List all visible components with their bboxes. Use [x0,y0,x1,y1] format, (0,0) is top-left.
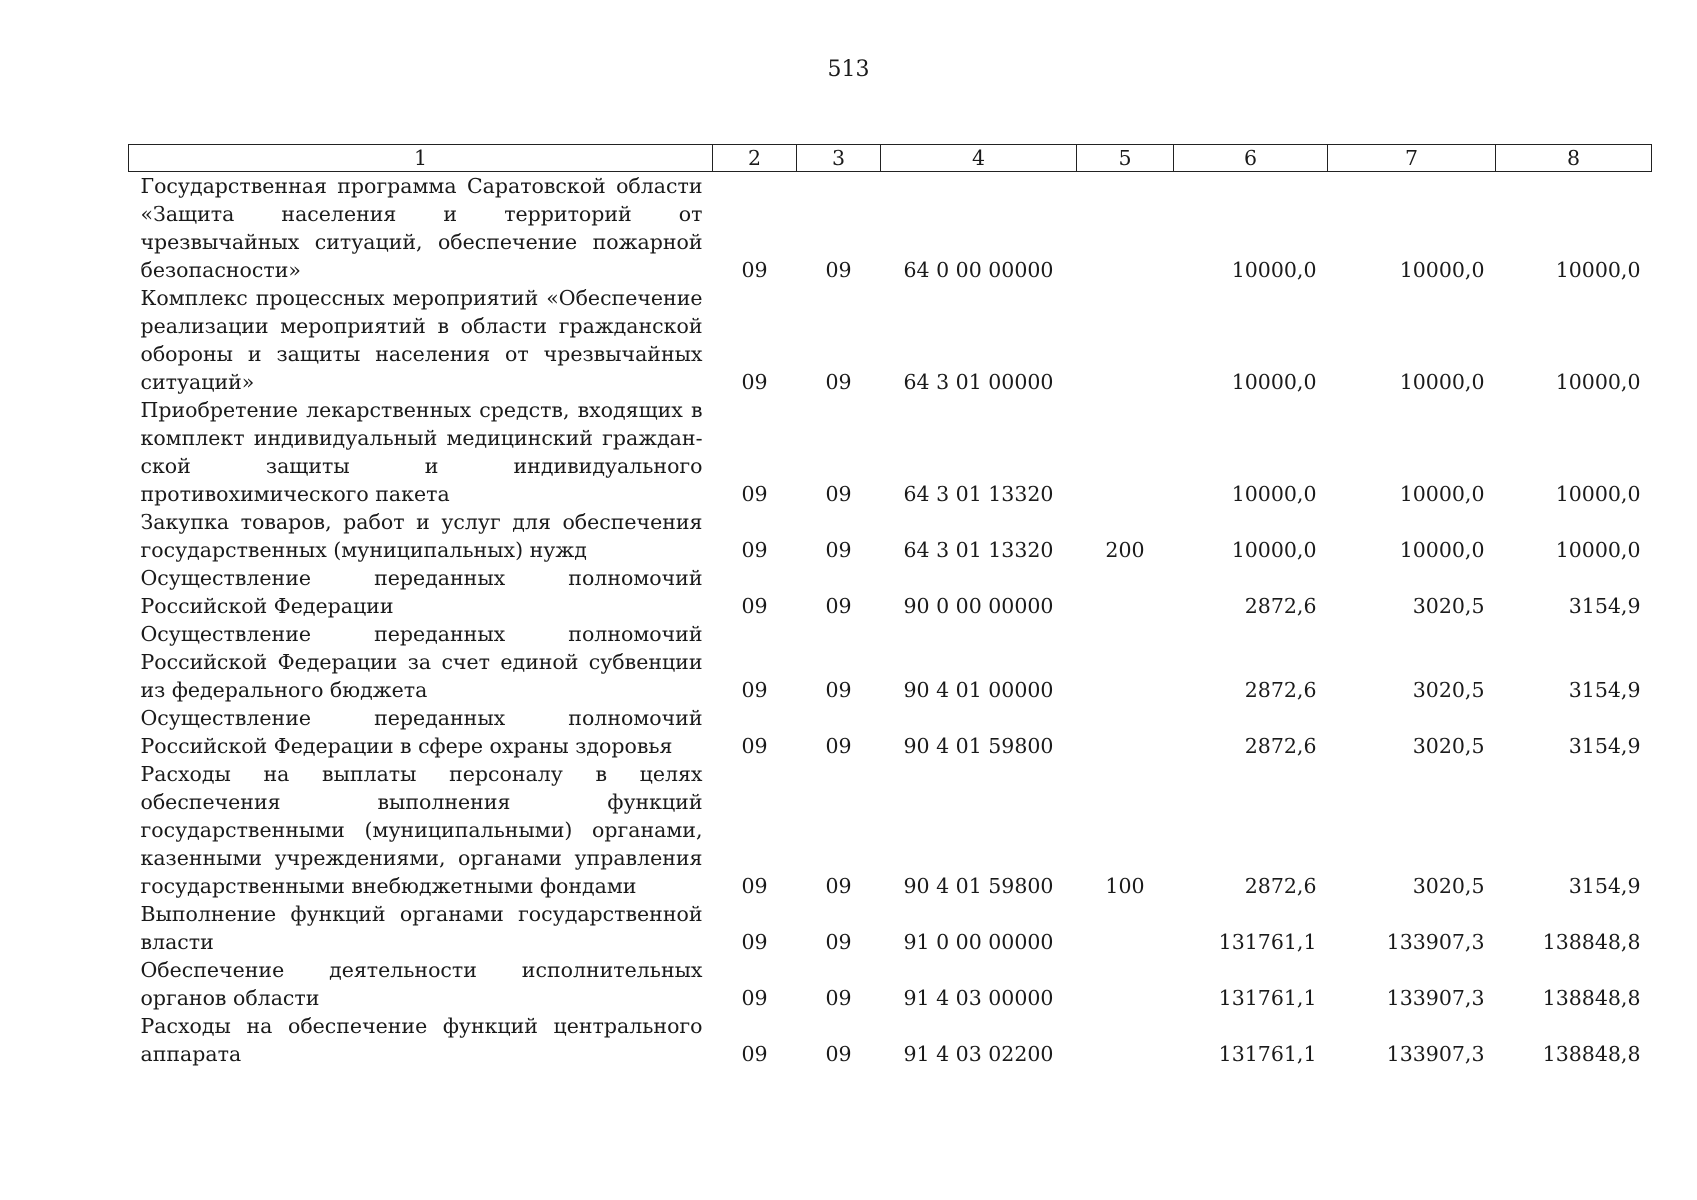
section-code: 09 [741,678,768,702]
amount-col-8: 10000,0 [1555,370,1641,394]
subsection-code: 09 [825,734,852,758]
table-row [129,1012,1652,1068]
amount-col-7: 3020,5 [1412,734,1485,758]
expense-type-code [1077,1012,1174,1068]
table-row [129,956,1652,1012]
table-body [129,172,1652,1069]
table-row [129,620,1652,704]
row-description: Комплекс процессных мероприятий «Обеспечение реализации мероприятий в области гражданской обороны и защиты населения от чрезвычайных ситуаций» [140,286,703,394]
table-row [129,564,1652,620]
expense-type-code [1077,900,1174,956]
section-code: 09 [741,258,768,282]
subsection-code: 09 [825,370,852,394]
amount-col-8: 3154,9 [1568,874,1641,898]
amount-col-7: 133907,3 [1386,930,1485,954]
amount-col-6: 131761,1 [1218,986,1317,1010]
amount-col-6: 2872,6 [1244,874,1317,898]
subsection-code: 09 [825,930,852,954]
table-row [129,760,1652,900]
row-description: Осуществление переданных полномочий Российской Федерации в сфере охраны здоровья [140,706,703,758]
target-article-code: 91 4 03 02200 [903,1042,1054,1066]
target-article-code: 64 3 01 13320 [903,482,1054,506]
expense-type-code [1077,620,1174,704]
column-header-2: 2 [713,145,797,172]
amount-col-6: 131761,1 [1218,1042,1317,1066]
row-description: Обеспечение деятельности исполнительных органов области [140,958,703,1010]
row-description: Закупка товаров, работ и услуг для обеспечения государственных (муниципальных) нужд [140,510,703,562]
expense-type-code [1077,396,1174,508]
amount-col-7: 133907,3 [1386,1042,1485,1066]
amount-col-8: 138848,8 [1542,930,1641,954]
target-article-code: 90 0 00 00000 [903,594,1054,618]
row-description: Осуществление переданных полномочий Российской Федерации за счет единой субвенции из федерального бюджета [140,622,703,702]
column-header-3: 3 [797,145,881,172]
amount-col-8: 10000,0 [1555,482,1641,506]
section-code: 09 [741,930,768,954]
row-description: Осуществление переданных полномочий Российской Федерации [140,566,703,618]
column-header-4: 4 [881,145,1077,172]
amount-col-8: 138848,8 [1542,1042,1641,1066]
row-description: Расходы на обеспечение функций центрального аппарата [140,1014,703,1066]
target-article-code: 90 4 01 59800 [903,734,1054,758]
amount-col-6: 10000,0 [1231,482,1317,506]
section-code: 09 [741,1042,768,1066]
amount-col-7: 10000,0 [1399,482,1485,506]
table-row [129,900,1652,956]
expense-type-code [1077,704,1174,760]
column-header-8: 8 [1496,145,1652,172]
expense-type-code [1077,956,1174,1012]
subsection-code: 09 [825,1042,852,1066]
amount-col-7: 10000,0 [1399,538,1485,562]
amount-col-8: 138848,8 [1542,986,1641,1010]
amount-col-7: 3020,5 [1412,678,1485,702]
target-article-code: 64 3 01 00000 [903,370,1054,394]
amount-col-6: 10000,0 [1231,370,1317,394]
subsection-code: 09 [825,482,852,506]
amount-col-6: 2872,6 [1244,734,1317,758]
amount-col-6: 10000,0 [1231,538,1317,562]
table-header [129,145,1652,172]
column-header-5: 5 [1077,145,1174,172]
budget-table [128,144,1652,1068]
amount-col-6: 2872,6 [1244,594,1317,618]
amount-col-6: 2872,6 [1244,678,1317,702]
row-description: Выполнение функций органами государственной власти [140,902,703,954]
subsection-code: 09 [825,258,852,282]
target-article-code: 91 4 03 00000 [903,986,1054,1010]
row-description: Приобретение лекарственных средств, входящих в комплект индивидуальный медицинский гражданской защиты и индивидуального противохимического пакета [140,398,703,506]
table-row [129,396,1652,508]
amount-col-7: 3020,5 [1412,874,1485,898]
expense-type-code: 100 [1105,874,1145,898]
amount-col-8: 3154,9 [1568,594,1641,618]
amount-col-6: 131761,1 [1218,930,1317,954]
column-header-1: 1 [129,145,713,172]
target-article-code: 64 0 00 00000 [903,258,1054,282]
table-row [129,284,1652,396]
amount-col-6: 10000,0 [1231,258,1317,282]
expense-type-code [1077,172,1174,285]
section-code: 09 [741,482,768,506]
amount-col-8: 3154,9 [1568,678,1641,702]
subsection-code: 09 [825,986,852,1010]
subsection-code: 09 [825,874,852,898]
amount-col-7: 10000,0 [1399,370,1485,394]
target-article-code: 91 0 00 00000 [903,930,1054,954]
expense-type-code: 200 [1105,538,1145,562]
page-number: 513 [827,57,870,82]
subsection-code: 09 [825,538,852,562]
section-code: 09 [741,370,768,394]
subsection-code: 09 [825,594,852,618]
target-article-code: 90 4 01 59800 [903,874,1054,898]
expense-type-code [1077,284,1174,396]
row-description: Государственная программа Саратовской области «Защита населения и территорий от чрезвычайных ситуаций, обеспечение пожарной безопасности» [140,174,703,282]
header-row [129,145,1652,172]
amount-col-7: 3020,5 [1412,594,1485,618]
column-header-7: 7 [1328,145,1496,172]
amount-col-8: 10000,0 [1555,258,1641,282]
amount-col-8: 10000,0 [1555,538,1641,562]
table-row [129,704,1652,760]
section-code: 09 [741,874,768,898]
target-article-code: 90 4 01 00000 [903,678,1054,702]
table-row [129,508,1652,564]
amount-col-7: 10000,0 [1399,258,1485,282]
amount-col-7: 133907,3 [1386,986,1485,1010]
section-code: 09 [741,538,768,562]
table-row [129,172,1652,285]
expense-type-code [1077,564,1174,620]
target-article-code: 64 3 01 13320 [903,538,1054,562]
subsection-code: 09 [825,678,852,702]
column-header-6: 6 [1174,145,1328,172]
amount-col-8: 3154,9 [1568,734,1641,758]
row-description: Расходы на выплаты персоналу в целях обеспечения выполнения функций государственными (муниципальными) органами, казенными учреждениями, органами управления государственными внебюджетными фондами [140,762,703,898]
section-code: 09 [741,986,768,1010]
section-code: 09 [741,594,768,618]
section-code: 09 [741,734,768,758]
